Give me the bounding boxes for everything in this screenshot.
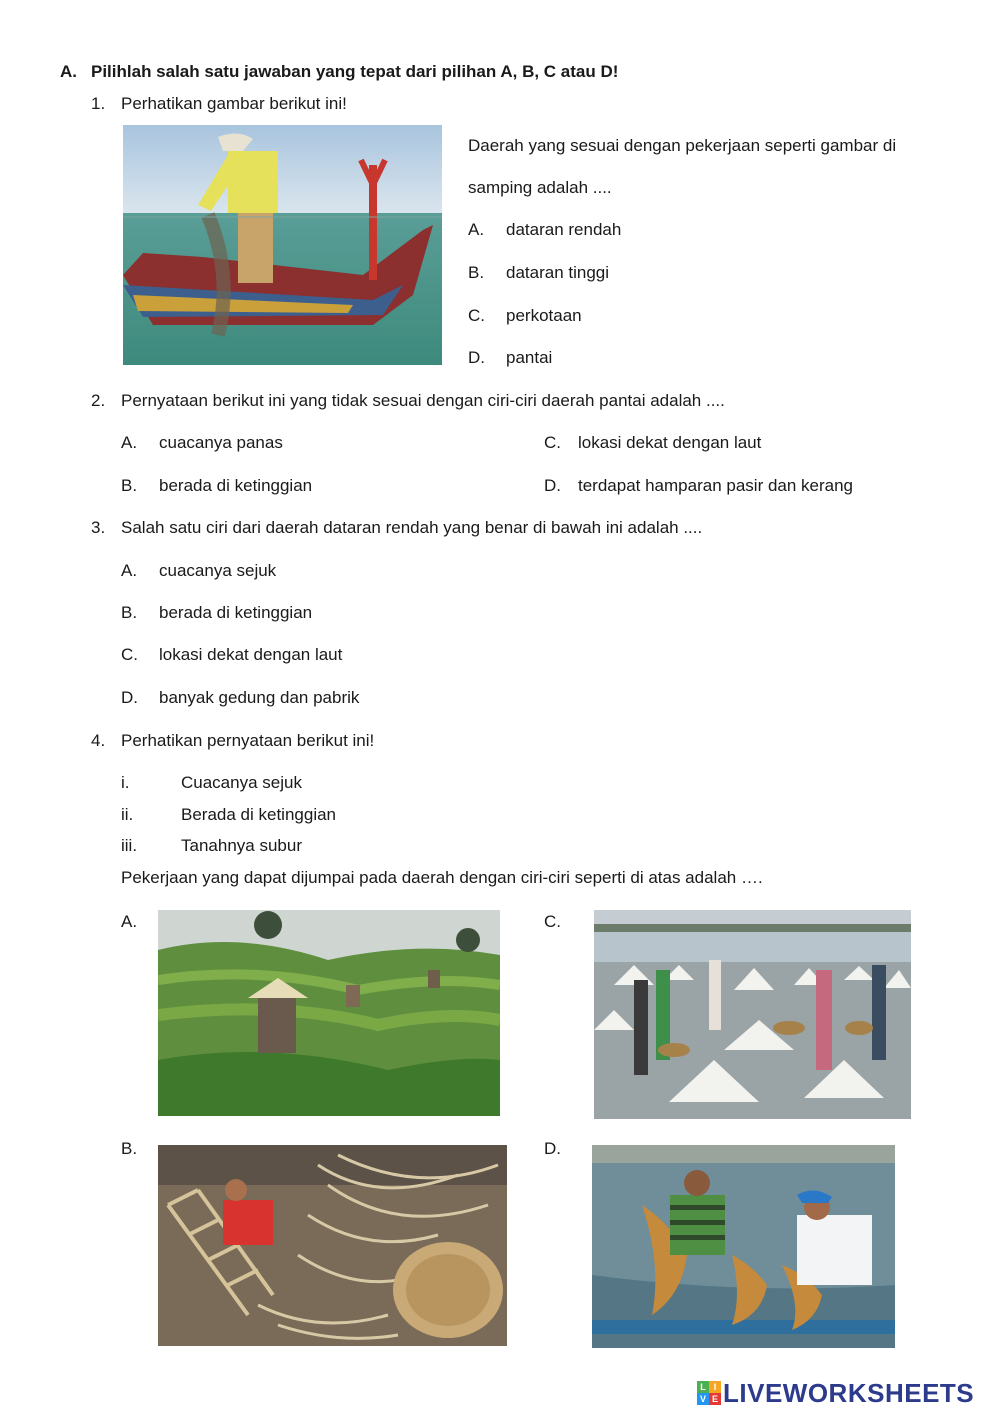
q4-label-d: D. xyxy=(544,1139,561,1158)
fisherman-boat-image xyxy=(123,125,442,365)
tea-plantation-image[interactable] xyxy=(158,910,500,1116)
q1-option-d-letter: D. xyxy=(468,348,485,367)
q2-option-d[interactable]: terdapat hamparan pasir dan kerang xyxy=(578,476,854,495)
brand-mark-letter: L xyxy=(697,1381,709,1393)
q1-option-d[interactable]: pantai xyxy=(506,348,553,367)
q2-option-c-letter: C. xyxy=(544,433,561,452)
brand-mark-icon xyxy=(697,1381,721,1405)
brand-mark-letter: V xyxy=(697,1393,709,1405)
brand-mark-letter: E xyxy=(709,1393,721,1405)
q4-label-c: C. xyxy=(544,912,561,931)
salt-farm-image[interactable] xyxy=(594,910,911,1119)
q4-statement: Cuacanya sejuk xyxy=(181,773,302,792)
q3-option-c-letter: C. xyxy=(121,645,138,664)
q3-option-c[interactable]: lokasi dekat dengan laut xyxy=(159,645,343,664)
q2-option-a[interactable]: cuacanya panas xyxy=(159,433,283,452)
q2-option-b[interactable]: berada di ketinggian xyxy=(159,476,313,495)
brand-name: LIVEWORKSHEETS xyxy=(723,1377,975,1408)
seaweed-farming-image[interactable] xyxy=(592,1145,895,1348)
q1-number: 1. xyxy=(91,94,106,113)
q3-option-b[interactable]: berada di ketinggian xyxy=(159,603,313,622)
q1-text: Perhatikan gambar berikut ini! xyxy=(121,94,347,113)
q4-statement-roman: iii. xyxy=(121,836,138,855)
q3-number: 3. xyxy=(91,518,106,537)
q1-option-b[interactable]: dataran tinggi xyxy=(506,263,610,282)
q1-side-line2: samping adalah .... xyxy=(468,178,612,197)
q3-text: Salah satu ciri dari daerah dataran rendah yang benar di bawah ini adalah .... xyxy=(121,518,703,537)
q4-text: Perhatikan pernyataan berikut ini! xyxy=(121,731,375,750)
q2-option-d-letter: D. xyxy=(544,476,561,495)
q2-text: Pernyataan berikut ini yang tidak sesuai dengan ciri-ciri daerah pantai adalah .... xyxy=(121,391,725,410)
q4-statement-roman: ii. xyxy=(121,805,134,824)
liveworksheets-logo xyxy=(697,1378,974,1408)
q1-option-a[interactable]: dataran rendah xyxy=(506,220,622,239)
section-instruction: Pilihlah salah satu jawaban yang tepat dari pilihan A, B, C atau D! xyxy=(91,62,619,81)
q1-option-c[interactable]: perkotaan xyxy=(506,306,582,325)
rattan-craft-image[interactable] xyxy=(158,1145,507,1346)
q2-option-a-letter: A. xyxy=(121,433,138,452)
q2-number: 2. xyxy=(91,391,106,410)
q4-label-b: B. xyxy=(121,1139,138,1158)
q3-option-d[interactable]: banyak gedung dan pabrik xyxy=(159,688,360,707)
q3-option-a[interactable]: cuacanya sejuk xyxy=(159,561,277,580)
q2-option-b-letter: B. xyxy=(121,476,138,495)
q4-label-a: A. xyxy=(121,912,138,931)
q4-statement-roman: i. xyxy=(121,773,130,792)
q3-option-a-letter: A. xyxy=(121,561,138,580)
section-letter: A. xyxy=(60,62,77,81)
q2-option-c[interactable]: lokasi dekat dengan laut xyxy=(578,433,762,452)
q4-statement: Tanahnya subur xyxy=(181,836,302,855)
q4-number: 4. xyxy=(91,731,106,750)
q3-option-d-letter: D. xyxy=(121,688,138,707)
q4-question: Pekerjaan yang dapat dijumpai pada daerah dengan ciri-ciri seperti di atas adalah …. xyxy=(121,868,763,887)
q1-option-a-letter: A. xyxy=(468,220,485,239)
q4-statement: Berada di ketinggian xyxy=(181,805,337,824)
q1-side-line1: Daerah yang sesuai dengan pekerjaan seperti gambar di xyxy=(468,136,897,155)
q1-option-b-letter: B. xyxy=(468,263,485,282)
q1-option-c-letter: C. xyxy=(468,306,485,325)
brand-mark-letter: I xyxy=(709,1381,721,1393)
q3-option-b-letter: B. xyxy=(121,603,138,622)
